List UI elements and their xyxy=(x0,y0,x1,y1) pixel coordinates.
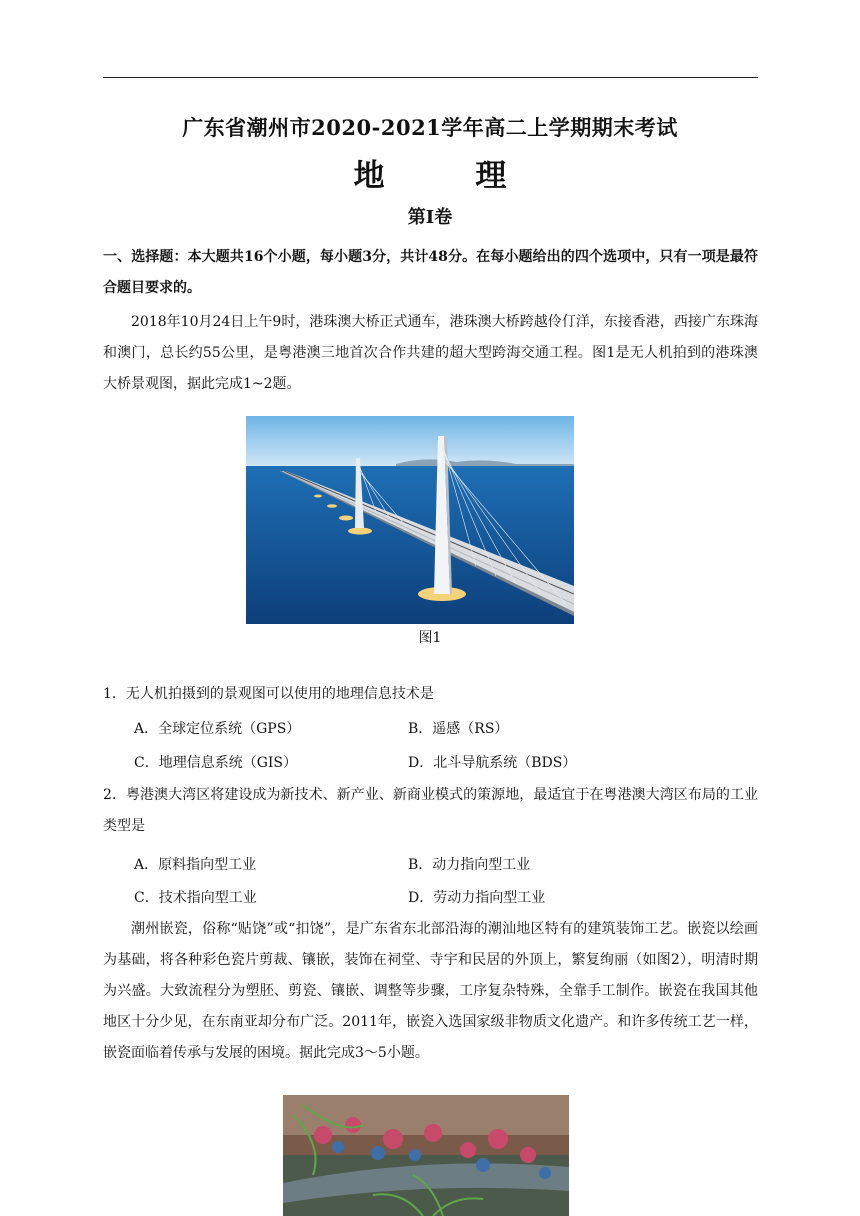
question-1-stem: 1．无人机拍摄到的景观图可以使用的地理信息技术是 xyxy=(103,686,434,702)
exam-title: 广东省潮州市2020-2021学年高二上学期期末考试 xyxy=(182,115,678,140)
question-2-option-b: B．动力指向型工业 xyxy=(408,857,531,873)
question-1-option-b: B．遥感（RS） xyxy=(408,721,509,737)
passage-qianci: 潮州嵌瓷，俗称“贴饶”或“扣饶”，是广东省东北部沿海的潮汕地区特有的建筑装饰工艺。嵌瓷以绘画为基础，将各种彩色瓷片剪裁、镶嵌，装饰在祠堂、寺宇和民居的外顶上，繁复绚丽（如图2），明清时期为兴盛。大致流程分为塑胚、剪瓷、镶嵌、调整等步骤，工序复杂特殊，全靠手工制作。嵌瓷在我国其他地区十分少见，在东南亚却分布广泛。2011年，嵌瓷入选国家级非物质文化遗产。和许多传统工艺一样，嵌瓷面临着传承与发展的困境。据此完成3～5小题。 xyxy=(103,921,758,1061)
header-rule xyxy=(103,77,758,78)
question-1-option-d: D．北斗导航系统（BDS） xyxy=(408,755,577,771)
question-2-option-a: A．原料指向型工业 xyxy=(134,857,257,873)
section-heading: 一、选择题：本大题共16个小题，每小题3分，共计48分。在每小题给出的四个选项中，只有一项是最符合题目要求的。 xyxy=(103,249,758,296)
figure1-caption: 图1 xyxy=(418,630,442,646)
volume-title: 第I卷 xyxy=(407,207,453,228)
question-2-option-d: D．劳动力指向型工业 xyxy=(408,890,546,906)
question-1-option-a: A．全球定位系统（GPS） xyxy=(134,721,301,737)
question-1-option-c: C．地理信息系统（GIS） xyxy=(134,755,298,771)
bridge-photo xyxy=(246,416,574,624)
subject-title: 地 理 xyxy=(353,158,547,194)
question-2-option-c: C．技术指向型工业 xyxy=(134,890,257,906)
question-2-stem: 2．粤港澳大湾区将建设成为新技术、新产业、新商业模式的策源地，最适宜于在粤港澳大湾区布局的工业类型是 xyxy=(103,787,758,834)
passage-bridge: 2018年10月24日上午9时，港珠澳大桥正式通车，港珠澳大桥跨越伶仃洋，东接香港，西接广东珠海和澳门，总长约55公里，是粤港澳三地首次合作共建的超大型跨海交通工程。图1是无人机拍到的港珠澳大桥景观图，据此完成1~2题。 xyxy=(103,314,758,392)
qianci-roof-photo xyxy=(283,1095,569,1216)
